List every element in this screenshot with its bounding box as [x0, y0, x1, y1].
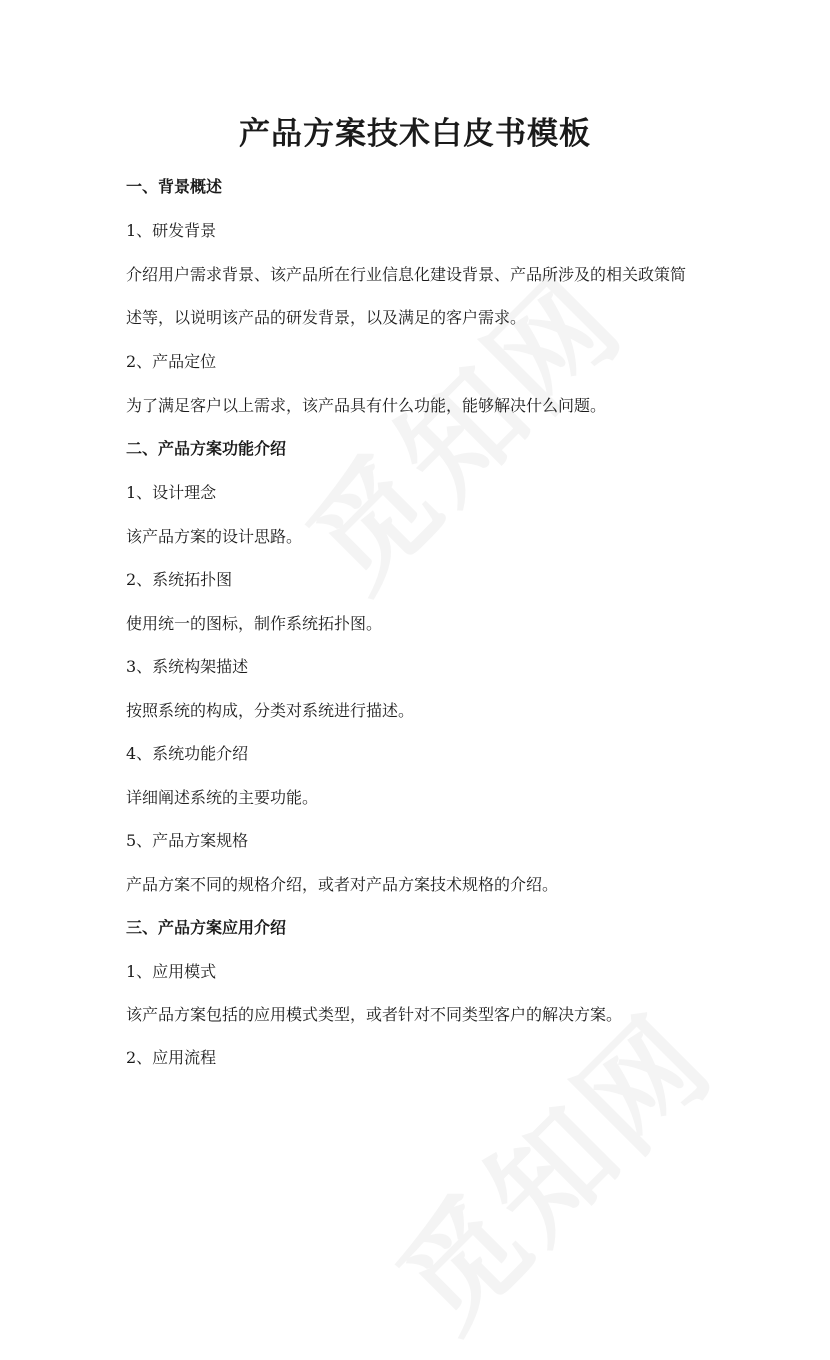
paragraph-topology: 使用统一的图标，制作系统拓扑图。	[126, 614, 383, 633]
watermark	[355, 972, 744, 1360]
subheading-application-mode: 1、应用模式	[126, 962, 217, 981]
paragraph-rd-background-line1: 介绍用户需求背景、该产品所在行业信息化建设背景、产品所涉及的相关政策简	[126, 265, 687, 284]
paragraph-application-mode: 该产品方案包括的应用模式类型，或者针对不同类型客户的解决方案。	[126, 1005, 623, 1024]
document-title: 产品方案技术白皮书模板	[239, 116, 591, 152]
paragraph-rd-background-line2: 述等，以说明该产品的研发背景，以及满足的客户需求。	[126, 308, 527, 327]
paragraph-system-functions: 详细阐述系统的主要功能。	[126, 788, 319, 807]
subheading-product-positioning: 2、产品定位	[126, 352, 217, 371]
paragraph-specifications: 产品方案不同的规格介绍，或者对产品方案技术规格的介绍。	[126, 875, 559, 894]
subheading-rd-background: 1、研发背景	[126, 221, 217, 240]
paragraph-product-positioning: 为了满足客户以上需求，该产品具有什么功能，能够解决什么问题。	[126, 396, 607, 415]
paragraph-architecture: 按照系统的构成，分类对系统进行描述。	[126, 701, 415, 720]
section-heading-background: 一、背景概述	[126, 177, 223, 196]
subheading-specifications: 5、产品方案规格	[126, 831, 249, 850]
subheading-topology: 2、系统拓扑图	[126, 570, 233, 589]
subheading-system-functions: 4、系统功能介绍	[126, 744, 249, 763]
subheading-application-process: 2、应用流程	[126, 1048, 217, 1067]
watermark	[265, 232, 654, 621]
section-heading-applications: 三、产品方案应用介绍	[126, 918, 287, 937]
section-heading-functions: 二、产品方案功能介绍	[126, 439, 287, 458]
subheading-architecture: 3、系统构架描述	[126, 657, 249, 676]
paragraph-design-concept: 该产品方案的设计思路。	[126, 527, 303, 546]
subheading-design-concept: 1、设计理念	[126, 483, 217, 502]
